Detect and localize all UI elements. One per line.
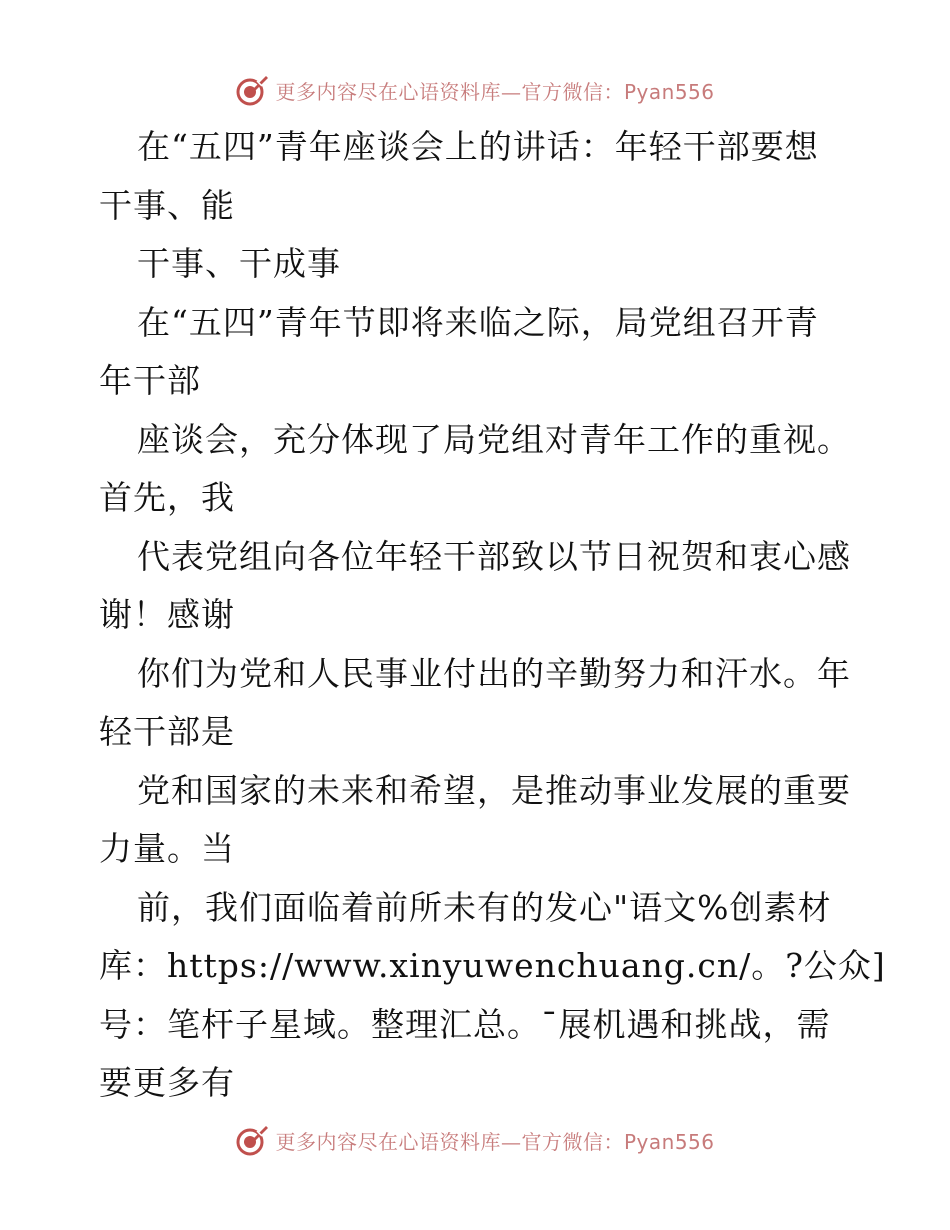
- body-line-16: 号：笔杆子星域。整理汇总。¯展机遇和挑战，需: [99, 1004, 831, 1044]
- body-line-3: 干事、干成事: [137, 244, 341, 283]
- header-banner-text: [275, 76, 714, 105]
- body-line-10: 你们为党和人民事业付出的辛勤努力和汗水。年: [137, 653, 851, 693]
- body-line-1: 在“五四”青年座谈会上的讲话：年轻干部要想: [137, 127, 819, 166]
- footer-banner-text: [275, 1126, 714, 1155]
- footer-wechat-id: Pyan556: [623, 1129, 715, 1154]
- pen-logo-icon: [235, 1123, 269, 1157]
- body-line-8: 代表党组向各位年轻干部致以节日祝贺和衷心感: [137, 536, 851, 576]
- header-wechat-id: Pyan556: [623, 79, 715, 104]
- body-line-2: 干事、能: [99, 185, 235, 225]
- body-line-6: 座谈会，充分体现了局党组对青年工作的重视。: [137, 419, 851, 459]
- body-line-11: 轻干部是: [99, 712, 235, 751]
- body-line-17: 要更多有: [99, 1063, 235, 1102]
- body-line-15: 库：https://www.xinyuwenchuang.cn/。?公众]: [99, 946, 886, 985]
- body-line-14: 前，我们面临着前所未有的发心"语文%创素材: [137, 887, 832, 927]
- pen-logo-icon: [235, 73, 269, 107]
- body-line-7: 首先，我: [99, 478, 235, 517]
- body-line-9: 谢！感谢: [99, 595, 235, 634]
- footer-banner-label: 更多内容尽在心语资料库—官方微信：: [275, 1129, 624, 1154]
- body-line-12: 党和国家的未来和希望，是推动事业发展的重要: [137, 770, 851, 810]
- body-line-13: 力量。当: [99, 829, 235, 868]
- header-banner-label: 更多内容尽在心语资料库—官方微信：: [275, 79, 624, 104]
- footer-banner: [0, 1118, 950, 1162]
- body-line-5: 年干部: [99, 361, 201, 400]
- header-banner: [0, 68, 950, 112]
- body-line-4: 在“五四”青年节即将来临之际，局党组召开青: [137, 302, 819, 342]
- document-body: [99, 118, 886, 1113]
